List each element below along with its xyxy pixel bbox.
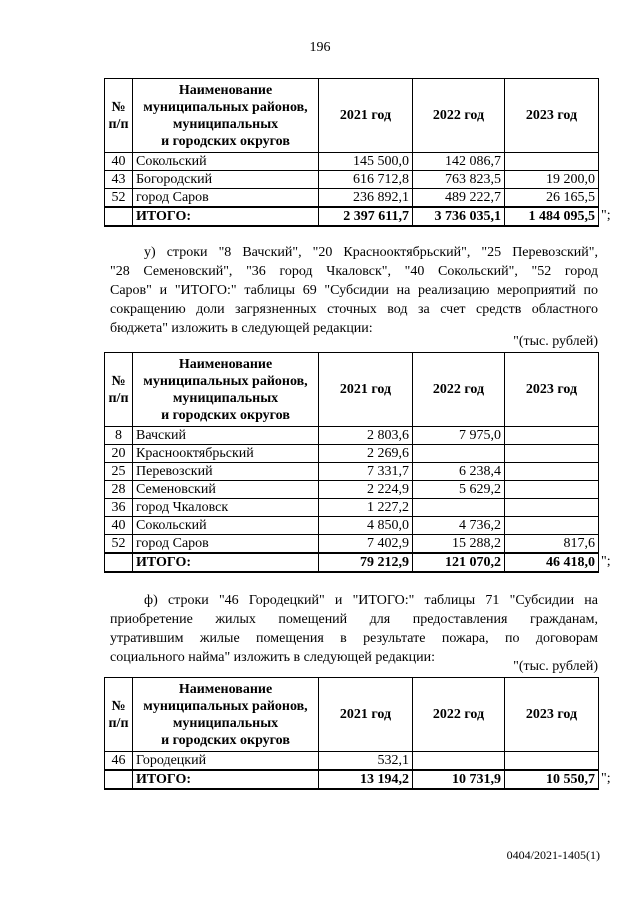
value-2021: 4 850,0 [319, 517, 413, 535]
row-name: Городецкий [133, 752, 319, 771]
col-header-2022: 2022 год [413, 79, 505, 153]
total-2023: 1 484 095,5 [505, 207, 599, 226]
row-name: город Чкаловск [133, 499, 319, 517]
col-header-name [133, 79, 319, 153]
table-row [105, 427, 599, 445]
table-header-row [105, 79, 599, 153]
value-2023 [505, 517, 599, 535]
table-2 [104, 352, 599, 573]
value-2022: 5 629,2 [413, 481, 505, 499]
value-2021: 7 402,9 [319, 535, 413, 554]
col-header-name-line: и городских округов [161, 133, 290, 149]
paragraph-line: сокращению доли загрязненных сточных вод за счет средств областного [110, 302, 598, 317]
row-number: 52 [105, 535, 133, 554]
table-row [105, 445, 599, 463]
value-2021: 1 227,2 [319, 499, 413, 517]
value-2021: 2 224,9 [319, 481, 413, 499]
table-header-row [105, 678, 599, 752]
row-name: город Саров [133, 189, 319, 208]
total-row [105, 207, 599, 226]
total-row [105, 553, 599, 572]
table-row [105, 463, 599, 481]
document-code: 0404/2021-1405(1) [506, 848, 600, 862]
units-label: "(тыс. рублей) [513, 659, 598, 674]
paragraph-line: социального найма" изложить в следующей редакции: [110, 650, 435, 665]
table-header-row [105, 353, 599, 427]
col-header-no: № п/п [105, 79, 133, 153]
paragraph-line: утратившим жилые помещения в результате пожара, по договорам [110, 631, 598, 646]
col-header-2023: 2023 год [505, 79, 599, 153]
value-2022: 142 086,7 [413, 153, 505, 171]
value-2021: 2 803,6 [319, 427, 413, 445]
units-label: "(тыс. рублей) [513, 334, 598, 349]
value-2021: 145 500,0 [319, 153, 413, 171]
total-2023: 10 550,7 [505, 770, 599, 789]
total-blank [105, 207, 133, 226]
total-label: ИТОГО: [133, 207, 319, 226]
total-label: ИТОГО: [133, 770, 319, 789]
total-2022: 10 731,9 [413, 770, 505, 789]
col-header-2021: 2021 год [319, 678, 413, 752]
value-2021: 532,1 [319, 752, 413, 771]
table-row [105, 535, 599, 554]
total-2022: 3 736 035,1 [413, 207, 505, 226]
closing-quote: "; [601, 771, 611, 786]
total-label: ИТОГО: [133, 553, 319, 572]
value-2022 [413, 752, 505, 771]
row-number: 28 [105, 481, 133, 499]
col-header-name-line: и городских округов [161, 407, 290, 423]
paragraph-line: бюджета" изложить в следующей редакции: [110, 321, 373, 336]
value-2023: 26 165,5 [505, 189, 599, 208]
col-header-name-line: Наименование [178, 82, 273, 98]
col-header-name [133, 678, 319, 752]
row-number: 40 [105, 517, 133, 535]
value-2023 [505, 499, 599, 517]
table-1 [104, 78, 599, 227]
value-2022 [413, 499, 505, 517]
col-header-no: № п/п [105, 678, 133, 752]
value-2023 [505, 481, 599, 499]
row-name: Богородский [133, 171, 319, 189]
total-row [105, 770, 599, 789]
value-2022 [413, 445, 505, 463]
paragraph-line: ф) строки "46 Городецкий" и "ИТОГО:" таблицы 71 "Субсидии на [144, 593, 598, 608]
closing-quote: "; [601, 208, 611, 223]
paragraph-line: Саров" и "ИТОГО:" таблицы 69 "Субсидии на реализацию мероприятий по [110, 283, 598, 298]
row-number: 36 [105, 499, 133, 517]
row-name: Сокольский [133, 517, 319, 535]
col-header-name [133, 353, 319, 427]
value-2022: 4 736,2 [413, 517, 505, 535]
col-header-name-line: муниципальных [172, 116, 279, 132]
value-2023 [505, 427, 599, 445]
total-blank [105, 553, 133, 572]
total-2021: 79 212,9 [319, 553, 413, 572]
value-2023 [505, 153, 599, 171]
col-header-2021: 2021 год [319, 353, 413, 427]
total-2021: 2 397 611,7 [319, 207, 413, 226]
paragraph-line: у) строки "8 Вачский", "20 Краснооктябрьский", "25 Перевозский", [144, 245, 598, 260]
value-2022: 489 222,7 [413, 189, 505, 208]
col-header-2022: 2022 год [413, 353, 505, 427]
col-header-name-line: Наименование [178, 681, 273, 697]
row-name: Краснооктябрьский [133, 445, 319, 463]
total-2022: 121 070,2 [413, 553, 505, 572]
col-header-2023: 2023 год [505, 678, 599, 752]
row-name: город Саров [133, 535, 319, 554]
paragraph-line: приобретение жилых помещений для предоставления гражданам, [110, 612, 598, 627]
page-number: 196 [309, 40, 331, 55]
row-number: 8 [105, 427, 133, 445]
total-2021: 13 194,2 [319, 770, 413, 789]
table-row [105, 189, 599, 208]
row-name: Семеновский [133, 481, 319, 499]
row-name: Перевозский [133, 463, 319, 481]
table-row [105, 752, 599, 771]
value-2023 [505, 752, 599, 771]
value-2023: 19 200,0 [505, 171, 599, 189]
value-2021: 236 892,1 [319, 189, 413, 208]
col-header-name-line: муниципальных районов, [143, 698, 308, 714]
col-header-2022: 2022 год [413, 678, 505, 752]
paragraph-u [110, 243, 598, 338]
value-2021: 616 712,8 [319, 171, 413, 189]
row-number: 20 [105, 445, 133, 463]
col-header-name-line: и городских округов [161, 732, 290, 748]
table-row [105, 499, 599, 517]
table-row [105, 171, 599, 189]
paragraph-f [110, 591, 598, 667]
row-name: Сокольский [133, 153, 319, 171]
col-header-name-line: муниципальных районов, [143, 373, 308, 389]
value-2021: 7 331,7 [319, 463, 413, 481]
row-number: 25 [105, 463, 133, 481]
row-number: 52 [105, 189, 133, 208]
value-2021: 2 269,6 [319, 445, 413, 463]
col-header-name-line: муниципальных районов, [143, 99, 308, 115]
col-header-name-line: Наименование [178, 356, 273, 372]
value-2023: 817,6 [505, 535, 599, 554]
value-2022: 763 823,5 [413, 171, 505, 189]
row-name: Вачский [133, 427, 319, 445]
col-header-2021: 2021 год [319, 79, 413, 153]
row-number: 43 [105, 171, 133, 189]
value-2022: 7 975,0 [413, 427, 505, 445]
col-header-name-line: муниципальных [172, 390, 279, 406]
table-row [105, 481, 599, 499]
col-header-2023: 2023 год [505, 353, 599, 427]
total-2023: 46 418,0 [505, 553, 599, 572]
value-2022: 6 238,4 [413, 463, 505, 481]
col-header-name-line: муниципальных [172, 715, 279, 731]
table-row [105, 517, 599, 535]
total-blank [105, 770, 133, 789]
paragraph-line: "28 Семеновский", "36 город Чкаловск", "40 Сокольский", "52 город [110, 264, 598, 279]
table-3 [104, 677, 599, 790]
value-2023 [505, 463, 599, 481]
closing-quote: "; [601, 554, 611, 569]
col-header-no: № п/п [105, 353, 133, 427]
value-2023 [505, 445, 599, 463]
table-row [105, 153, 599, 171]
value-2022: 15 288,2 [413, 535, 505, 554]
row-number: 46 [105, 752, 133, 771]
row-number: 40 [105, 153, 133, 171]
